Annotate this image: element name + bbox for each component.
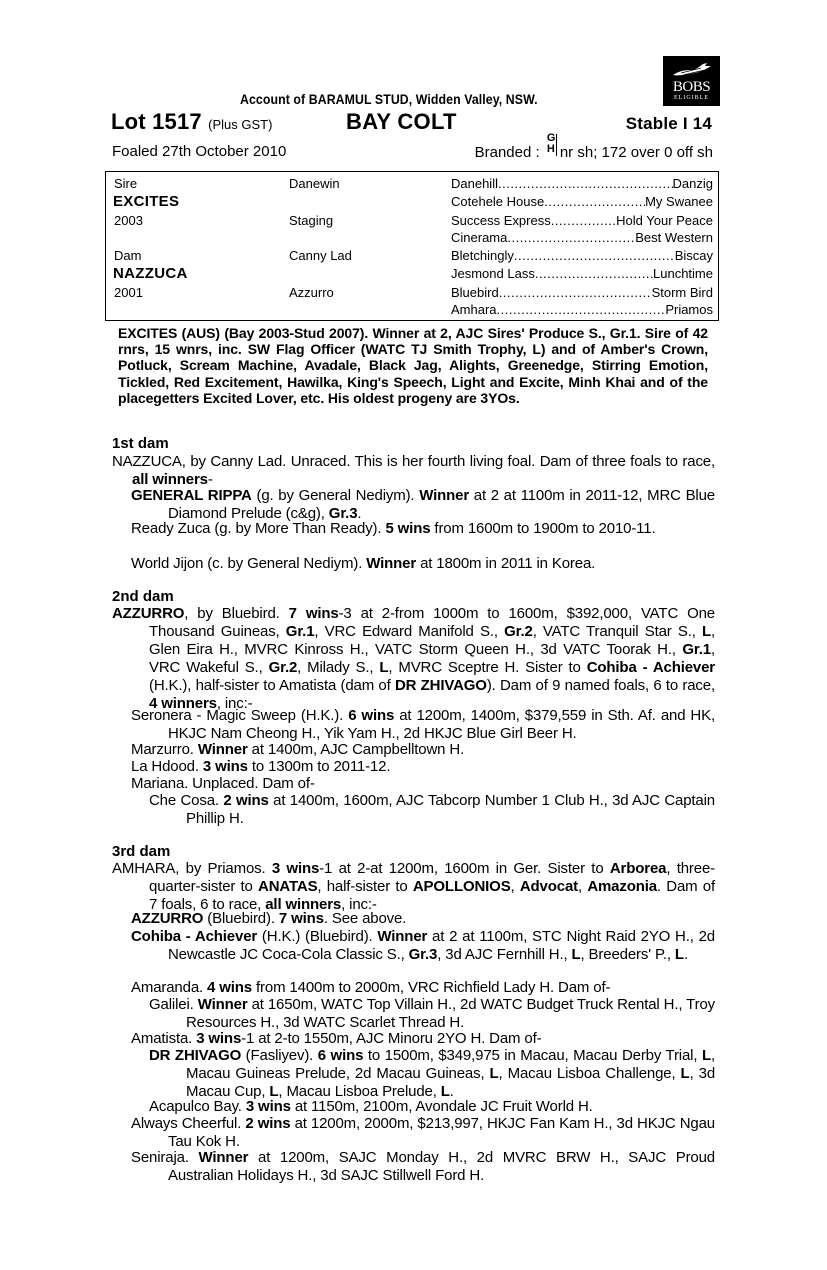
progeny-entry [131, 741, 715, 759]
gen3-name: Success Express [451, 213, 551, 228]
pedigree-table [105, 171, 719, 321]
progeny-text: La Hdood. 3 wins to 1300m to 2011-12. [131, 758, 391, 775]
gen3-name: Amhara [451, 302, 497, 317]
sire-year: 2003 [114, 213, 143, 228]
brand-info [474, 132, 713, 161]
sire-label: Sire [114, 176, 138, 191]
logo-subtitle: ELIGIBLE [674, 95, 709, 101]
progeny-entry [131, 928, 715, 964]
progeny-text: Seniraja. Winner at 1200m, SAJC Monday H., 2d MVRC BRW H., SAJC Proud Australian Holidays H., 3d SAJC Stillwell Ford H. [131, 1149, 715, 1184]
gen3-sire: Danzig [672, 176, 713, 191]
dam-name: NAZZUCA [113, 265, 188, 282]
dam-year: 2001 [114, 285, 143, 300]
progeny-entry [131, 1115, 715, 1151]
second-dam-heading: 2nd dam [112, 588, 174, 605]
gen3-name: Danehill [451, 176, 498, 191]
brand-mark-bar [556, 134, 557, 156]
stable-location: Stable I 14 [625, 114, 712, 133]
vendor-account: Account of BARAMUL STUD, Widden Valley, NSW. [240, 91, 538, 107]
sire-name: EXCITES [113, 193, 180, 210]
progeny-entry [131, 979, 715, 997]
progeny-entry [131, 520, 715, 538]
first-dam-para [112, 453, 715, 489]
progeny-text: World Jijon (c. by General Nediym). Winner at 1800m in 2011 in Korea. [131, 555, 596, 572]
third-dam-heading: 3rd dam [112, 843, 171, 860]
progeny-entry [131, 775, 715, 793]
progeny-text: Amatista. 3 wins-1 at 2-to 1550m, AJC Minoru 2YO H. Dam of- [131, 1030, 542, 1047]
branded-label: Branded : [474, 144, 540, 161]
gen3-sire: Hold Your Peace [616, 213, 713, 228]
brand-mark-top: G [546, 132, 556, 144]
horse-description: BAY COLT [346, 109, 457, 134]
dam-entry: AZZURRO, by Bluebird. 7 wins-3 at 2-from 1000m to 1600m, $392,000, VATC One Thousand Guineas, Gr.1, VRC Edward Manifold S., Gr.2, VATC Tranquil Star S., L, Glen Eira H., MVRC Kinross H., VATC Storm Queen H., 3d VATC Toorak H., Gr.1, VRC Wakeful S., Gr.2, Milady S., L, MVRC Sceptre H. Sister to Cohiba - Achiever (H.K.), half-sister to Amatista (dam of DR ZHIVAGO). Dam of 9 named foals, 6 to race, 4 winners, inc:- [112, 605, 716, 712]
gen3-sire: My Swanee [645, 194, 713, 209]
pedigree-gen3-row [451, 194, 713, 209]
sire-dam: Staging [289, 213, 334, 228]
progeny-text: Seronera - Magic Sweep (H.K.). 6 wins at 1200m, 1400m, $379,559 in Sth. Af. and HK, HKJC Nam Cheong H., Yik Yam H., 2d HKJC Blue Girl Beer H. [131, 707, 715, 742]
progeny-text: Marzurro. Winner at 1400m, AJC Campbelltown H. [131, 741, 465, 758]
pedigree-gen3-row [451, 213, 713, 228]
grand-progeny-entry [149, 792, 715, 828]
progeny-text: Ready Zuca (g. by More Than Ready). 5 wins from 1600m to 1900m to 2010-11. [131, 520, 656, 537]
dam-dam: Azzurro [289, 285, 334, 300]
progeny-text: Che Cosa. 2 wins at 1400m, 1600m, AJC Tabcorp Number 1 Club H., 3d AJC Captain Phillip H. [149, 792, 715, 827]
first-dam-heading: 1st dam [112, 435, 169, 452]
progeny-text: Cohiba - Achiever (H.K.) (Bluebird). Winner at 2 at 1100m, STC Night Raid 2YO H., 2d Newcastle JC Coca-Cola Classic S., Gr.3, 3d AJC Fernhill H., L, Breeders' P., L. [131, 928, 715, 963]
progeny-entry [131, 758, 715, 776]
bobs-eligible-logo [663, 56, 720, 106]
pedigree-gen3-row [451, 266, 713, 281]
gen3-sire: Best Western [635, 230, 713, 245]
grand-progeny-entry [149, 1098, 715, 1116]
progeny-text: Always Cheerful. 2 wins at 1200m, 2000m, $213,997, HKJC Fan Kam H., 3d HKJC Ngau Tau Kok H. [131, 1115, 715, 1150]
lot-note: (Plus GST) [208, 117, 273, 132]
progeny-text: Amaranda. 4 wins from 1400m to 2000m, VRC Richfield Lady H. Dam of- [131, 979, 611, 996]
pedigree-gen3-row [451, 285, 713, 300]
progeny-entry [131, 707, 715, 743]
horse-head-icon [671, 61, 713, 79]
progeny-entry [131, 1149, 715, 1185]
gen3-name: Cinerama [451, 230, 508, 245]
pedigree-gen3-row [451, 248, 713, 263]
logo-title: BOBS [672, 79, 711, 95]
progeny-text: Acapulco Bay. 3 wins at 1150m, 2100m, Avondale JC Fruit World H. [149, 1098, 593, 1115]
lot-label: Lot 1517 [111, 109, 202, 134]
gen3-sire: Priamos [665, 302, 713, 317]
dam-entry: AMHARA, by Priamos. 3 wins-1 at 2-at 1200m, 1600m in Ger. Sister to Arborea, three-quarter-sister to ANATAS, half-sister to APOLLONIOS, Advocat, Amazonia. Dam of 7 foals, 6 to race, all winners, inc:- [112, 860, 715, 913]
progeny-entry [131, 1030, 715, 1048]
third-dam-para [112, 860, 715, 914]
pedigree-gen3-row [451, 176, 713, 191]
foaling-date: Foaled 27th October 2010 [112, 143, 287, 160]
brand-details: nr sh; 172 over 0 off sh [559, 144, 713, 161]
second-dam-para [112, 605, 715, 713]
progeny-entry [131, 910, 715, 928]
pedigree-gen3-row [451, 230, 713, 245]
sire-summary: EXCITES (AUS) (Bay 2003-Stud 2007). Winner at 2, AJC Sires' Produce S., Gr.1. Sire of 42 rnrs, 15 wnrs, inc. SW Flag Officer (WATC TJ Smith Trophy, L) and of Amber's Crown, Potluck, Scream Machine, Avadale, Black Jag, Alights, Greenedge, Stirring Emotion, Tickled, Red Excitement, Hawilka, King's Speech, Light and Excite, Minh Khai and of the placegetters Excited Lover, etc. His oldest progeny are 3YOs. [118, 325, 708, 406]
grand-progeny-entry [149, 1047, 715, 1101]
grand-progeny-entry [149, 996, 715, 1032]
gen3-sire: Storm Bird [651, 285, 713, 300]
gen3-name: Bluebird [451, 285, 499, 300]
progeny-text: AZZURRO (Bluebird). 7 wins. See above. [131, 910, 407, 927]
dam-sire: Canny Lad [289, 248, 352, 263]
progeny-text: Mariana. Unplaced. Dam of- [131, 775, 315, 792]
gen3-sire: Lunchtime [653, 266, 713, 281]
gen3-name: Jesmond Lass [451, 266, 535, 281]
brand-mark-bottom: H [546, 143, 555, 155]
sire-sire: Danewin [289, 176, 340, 191]
gen3-sire: Biscay [674, 248, 713, 263]
brand-mark-icon [546, 132, 558, 159]
pedigree-gen3-row [451, 302, 713, 317]
progeny-entry [131, 555, 715, 573]
progeny-text: DR ZHIVAGO (Fasliyev). 6 wins to 1500m, $349,975 in Macau, Macau Derby Trial, L, Macau Guineas Prelude, 2d Macau Guineas, L, Macau Lisboa Challenge, L, 3d Macau Cup, L, Macau Lisboa Prelude, L. [149, 1047, 716, 1100]
progeny-entry [131, 487, 715, 523]
progeny-text: GENERAL RIPPA (g. by General Nediym). Winner at 2 at 1100m in 2011-12, MRC Blue Diamond Prelude (c&g), Gr.3. [131, 487, 715, 522]
gen3-name: Bletchingly [451, 248, 514, 263]
progeny-text: Galilei. Winner at 1650m, WATC Top Villain H., 2d WATC Budget Truck Rental H., Troy Resources H., 3d WATC Scarlet Thread H. [149, 996, 715, 1031]
gen3-name: Cotehele House [451, 194, 545, 209]
dam-entry: NAZZUCA, by Canny Lad. Unraced. This is her fourth living foal. Dam of three foals to race, all winners- [112, 453, 715, 488]
lot-number [111, 109, 272, 135]
dam-label: Dam [114, 248, 142, 263]
